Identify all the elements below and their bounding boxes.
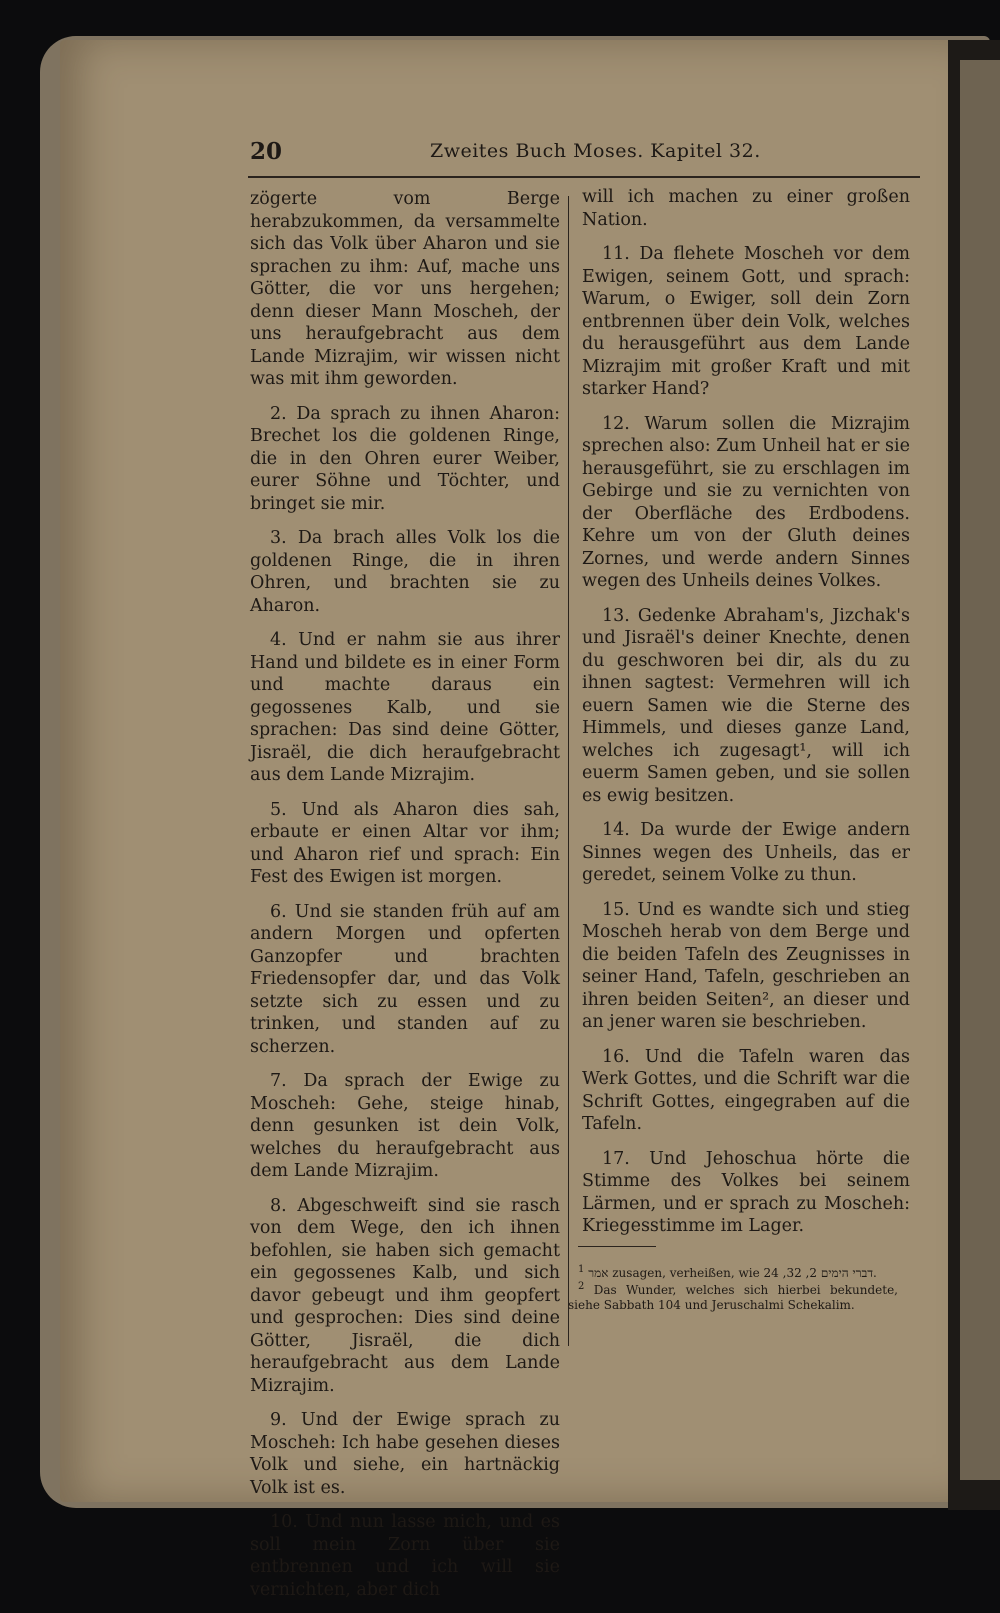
verse-number: 7. xyxy=(270,1071,287,1091)
column-divider xyxy=(568,196,569,1346)
verse-number: 8. xyxy=(270,1195,287,1216)
verse-number: 17. xyxy=(602,1148,630,1169)
verse-number: 9. xyxy=(270,1410,287,1430)
verse-number: 4. xyxy=(270,630,287,650)
page-number: 20 xyxy=(250,138,283,165)
verse-text: Und der Ewige sprach zu Moscheh: Ich habe gesehen dieses Volk und siehe, ein hartnäckig Volk ist es. xyxy=(250,1410,560,1498)
verse-number: 10. xyxy=(270,1512,298,1532)
verse-number: 5. xyxy=(270,799,287,820)
verse-paragraph xyxy=(250,901,560,1059)
footnote-rule xyxy=(578,1246,656,1247)
verse-paragraph xyxy=(582,413,910,593)
verse-paragraph xyxy=(582,243,910,401)
verse-text: Und es wandte sich und stieg Moscheh herab von dem Berge und die beiden Tafeln des Zeugnisses in seiner Hand, Tafeln, geschrieben an ihren beiden Seiten², an dieser und an jener waren sie beschrieben. xyxy=(582,899,910,1032)
verse-paragraph xyxy=(250,629,560,787)
verse-text: Und als Aharon dies sah, erbaute er einen Altar vor ihm; und Aharon rief und sprach: Ein Fest des Ewigen ist morgen. xyxy=(250,799,560,887)
verse-paragraph xyxy=(582,605,910,808)
verse-paragraph xyxy=(250,1195,560,1398)
verse-paragraph xyxy=(250,1070,560,1183)
verse-text: zögerte vom Berge herabzukommen, da versammelte sich das Volk über Aharon und sie sprachen zu ihm: Auf, mache uns Götter, die vor uns hergehen; denn dieser Mann Moscheh, der uns heraufgebracht aus dem Lande Mizrajim, wir wissen nicht was mit ihm geworden. xyxy=(250,189,560,389)
verse-paragraph xyxy=(582,819,910,887)
verse-paragraph xyxy=(582,1148,910,1238)
verse-paragraph xyxy=(582,1046,910,1136)
verse-number: 2. xyxy=(270,403,287,424)
verse-paragraph xyxy=(250,527,560,617)
header-rule xyxy=(248,176,920,178)
verse-text: Gedenke Abraham's, Jizchak's und Jisraël's deiner Knechte, denen du geschworen bei dir, als du zu ihnen sagtest: Vermehren will ich euern Samen wie die Sterne des Himmels, und dieses ganze Land, welches ich zugesagt¹, will ich euerm Samen geben, und sie sollen es ewig besitzen. xyxy=(582,605,910,806)
verse-text: Und die Tafeln waren das Werk Gottes, und die Schrift war die Schrift Gottes, eingegraben auf die Tafeln. xyxy=(582,1046,910,1134)
verse-paragraph xyxy=(582,186,910,231)
right-column xyxy=(582,186,910,1250)
verse-paragraph xyxy=(582,899,910,1034)
verse-number: 12. xyxy=(602,413,630,434)
footnote xyxy=(568,1283,898,1313)
verse-paragraph xyxy=(250,403,560,516)
footnote-marker: 1 xyxy=(578,1264,585,1275)
verse-text: Da wurde der Ewige andern Sinnes wegen des Unheils, das er geredet, seinem Volke zu thun. xyxy=(582,820,910,885)
verse-text: Da sprach zu ihnen Aharon: Brechet los die goldenen Ringe, die in den Ohren eurer Weiber, eurer Söhne und Töchter, und bringet sie mir. xyxy=(250,403,560,514)
left-column xyxy=(250,188,560,1613)
verse-number: 6. xyxy=(270,901,287,922)
verse-number: 14. xyxy=(602,820,630,840)
footnotes xyxy=(568,1266,898,1315)
verse-text: Und nun lasse mich, und es soll mein Zorn über sie entbrennen und ich will sie vernichten, aber dich xyxy=(250,1512,560,1600)
footnote-marker: 2 xyxy=(578,1281,585,1292)
verse-number: 16. xyxy=(602,1046,630,1067)
footnote-text: Das Wunder, welches sich hierbei bekundete, siehe Sabbath 104 und Jeruschalmi Schekalim. xyxy=(568,1283,898,1312)
footnote xyxy=(568,1266,898,1281)
verse-text: Da brach alles Volk los die goldenen Ringe, die in ihren Ohren, und brachten sie zu Aharon. xyxy=(250,528,560,616)
verse-text: Abgeschweift sind sie rasch von dem Wege, den ich ihnen befohlen, sie haben sich gemacht ein gegossenes Kalb, und sich davor gebeugt und ihm geopfert und gesprochen: Dies sind deine Götter, Jisraël, die dich heraufgebracht aus dem Lande Mizrajim. xyxy=(250,1195,560,1396)
footnote-text: אמר zusagen, verheißen, wie דברי הימים 2, 32, 24. xyxy=(588,1266,877,1280)
verse-number: 13. xyxy=(602,605,630,626)
verse-text: Und Jehoschua hörte die Stimme des Volkes bei seinem Lärmen, und er sprach zu Moscheh: Kriegesstimme im Lager. xyxy=(582,1148,910,1236)
verse-paragraph xyxy=(250,799,560,889)
page-header xyxy=(250,136,940,168)
running-title: Zweites Buch Moses. Kapitel 32. xyxy=(430,140,761,162)
verse-text: Warum sollen die Mizrajim sprechen also: Zum Unheil hat er sie herausgeführt, sie zu erschlagen im Gebirge und sie zu vernichten von der Oberfläche des Erdbodens. Kehre um von der Gluth deines Zornes, und werde andern Sinnes wegen des Unheils deines Volkes. xyxy=(582,413,910,591)
verse-text: Da flehete Moscheh vor dem Ewigen, seinem Gott, und sprach: Warum, o Ewiger, soll dein Zorn entbrennen über dein Volk, welches du herausgeführt aus dem Lande Mizrajim mit großer Kraft und mit starker Hand? xyxy=(582,244,910,399)
facing-page-edge xyxy=(960,60,1000,1480)
verse-paragraph xyxy=(250,1409,560,1499)
verse-paragraph xyxy=(250,188,560,391)
verse-text: will ich machen zu einer großen Nation. xyxy=(582,187,910,230)
verse-number: 3. xyxy=(270,528,287,548)
verse-paragraph xyxy=(250,1511,560,1601)
verse-text: Und sie standen früh auf am andern Morgen und opferten Ganzopfer und brachten Friedensopfer dar, und das Volk setzte sich zu essen und zu trinken, und standen auf zu scherzen. xyxy=(250,901,560,1057)
verse-text: Und er nahm sie aus ihrer Hand und bildete es in einer Form und machte daraus ein gegossenes Kalb, und sie sprachen: Das sind deine Götter, Jisraël, die dich heraufgebracht aus dem Lande Mizrajim. xyxy=(250,630,560,785)
verse-text: Da sprach der Ewige zu Moscheh: Gehe, steige hinab, denn gesunken ist dein Volk, welches du heraufgebracht aus dem Lande Mizrajim. xyxy=(250,1071,560,1181)
verse-number: 11. xyxy=(602,244,630,264)
verse-number: 15. xyxy=(602,899,630,920)
